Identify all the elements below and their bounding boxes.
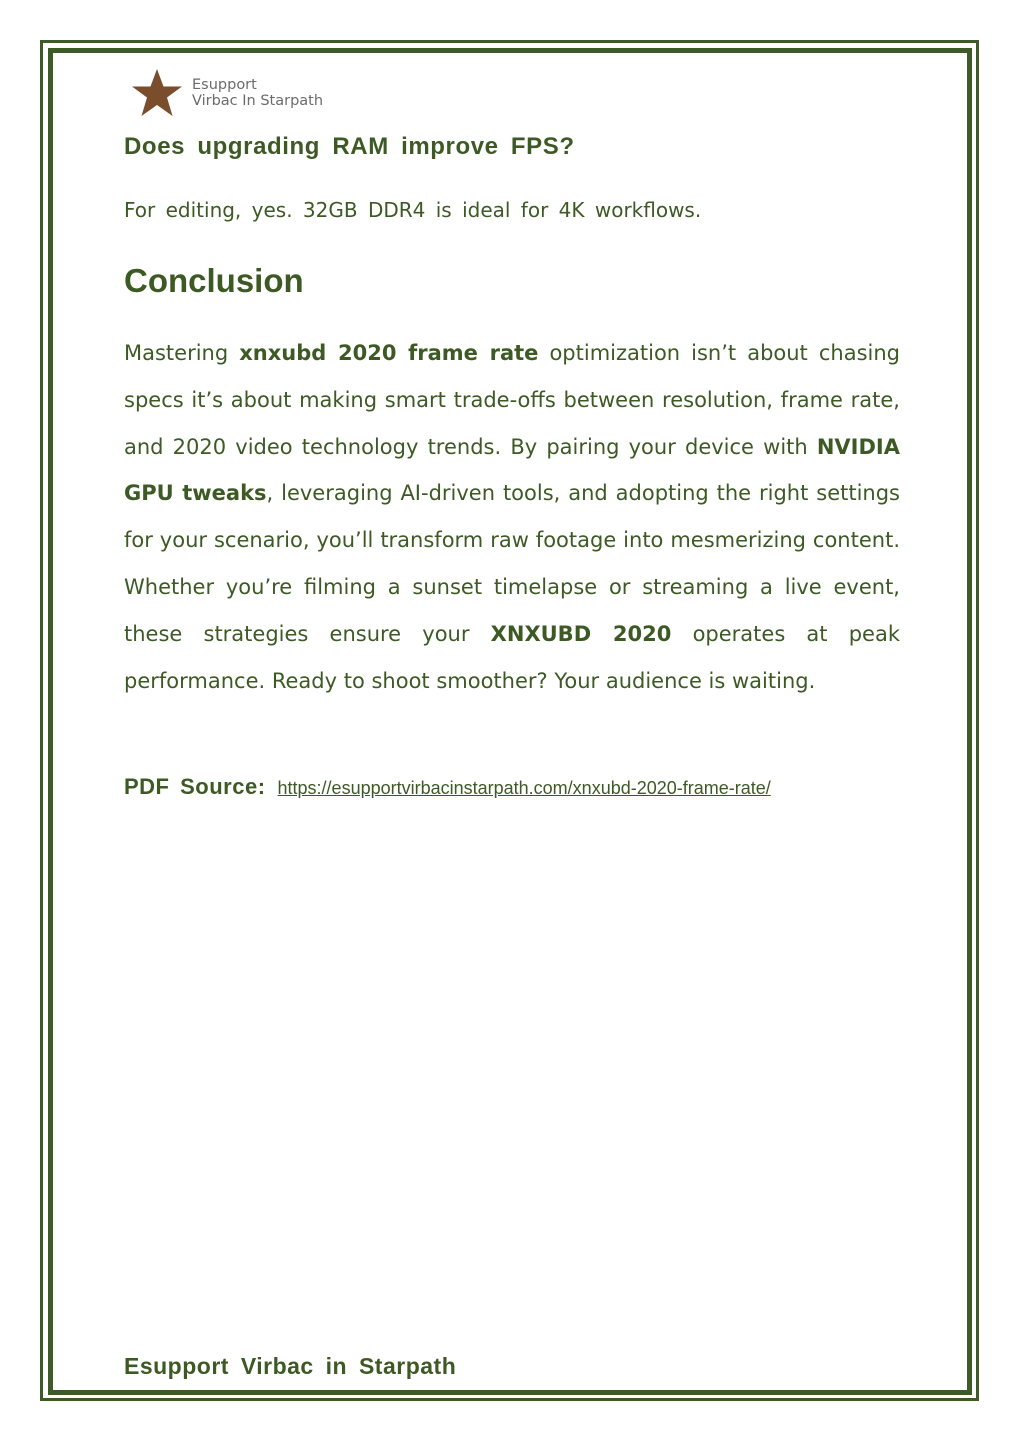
text-run: operates at peak performance. Ready to shoot smoother? Your audience is waiting. [124,621,900,693]
footer-brand: Esupport Virbac in Starpath [124,1353,457,1379]
keyword-xnxubd: XNXUBD 2020 [490,621,672,646]
source-link[interactable]: https://esupportvirbacinstarpath.com/xnxubd-2020-frame-rate/ [277,778,771,798]
keyword-frame-rate: xnxubd 2020 frame rate [239,341,539,365]
logo-line-1: Esupport [192,77,257,93]
text-run: Mastering [124,341,240,365]
text-run: , leveraging AI-driven tools, and adopting the right settings for your scenario, you’ll transform raw footage into mesmerizing content. Whether you’re filming a sunset timelapse or streaming a live event, these strategies ensure your [124,481,900,646]
pdf-source [124,774,771,800]
star-icon [130,67,184,119]
faq-answer: For editing, yes. 32GB DDR4 is ideal for 4K workflows. [124,198,702,222]
page-border-inner [48,48,972,1395]
text-run: optimization isn’t about chasing specs it’s about making smart trade-offs between resolution, frame rate, and 2020 video technology trends. By pairing your device with [124,341,900,459]
logo-text [192,77,323,109]
conclusion-paragraph [124,330,900,704]
source-label: PDF Source: [124,774,266,799]
logo-line-2: Virbac In Starpath [192,93,324,109]
conclusion-heading: Conclusion [124,262,304,299]
faq-question: Does upgrading RAM improve FPS? [124,133,575,160]
keyword-gpu-tweaks: NVIDIA GPU tweaks [124,434,900,506]
brand-logo [130,66,340,120]
